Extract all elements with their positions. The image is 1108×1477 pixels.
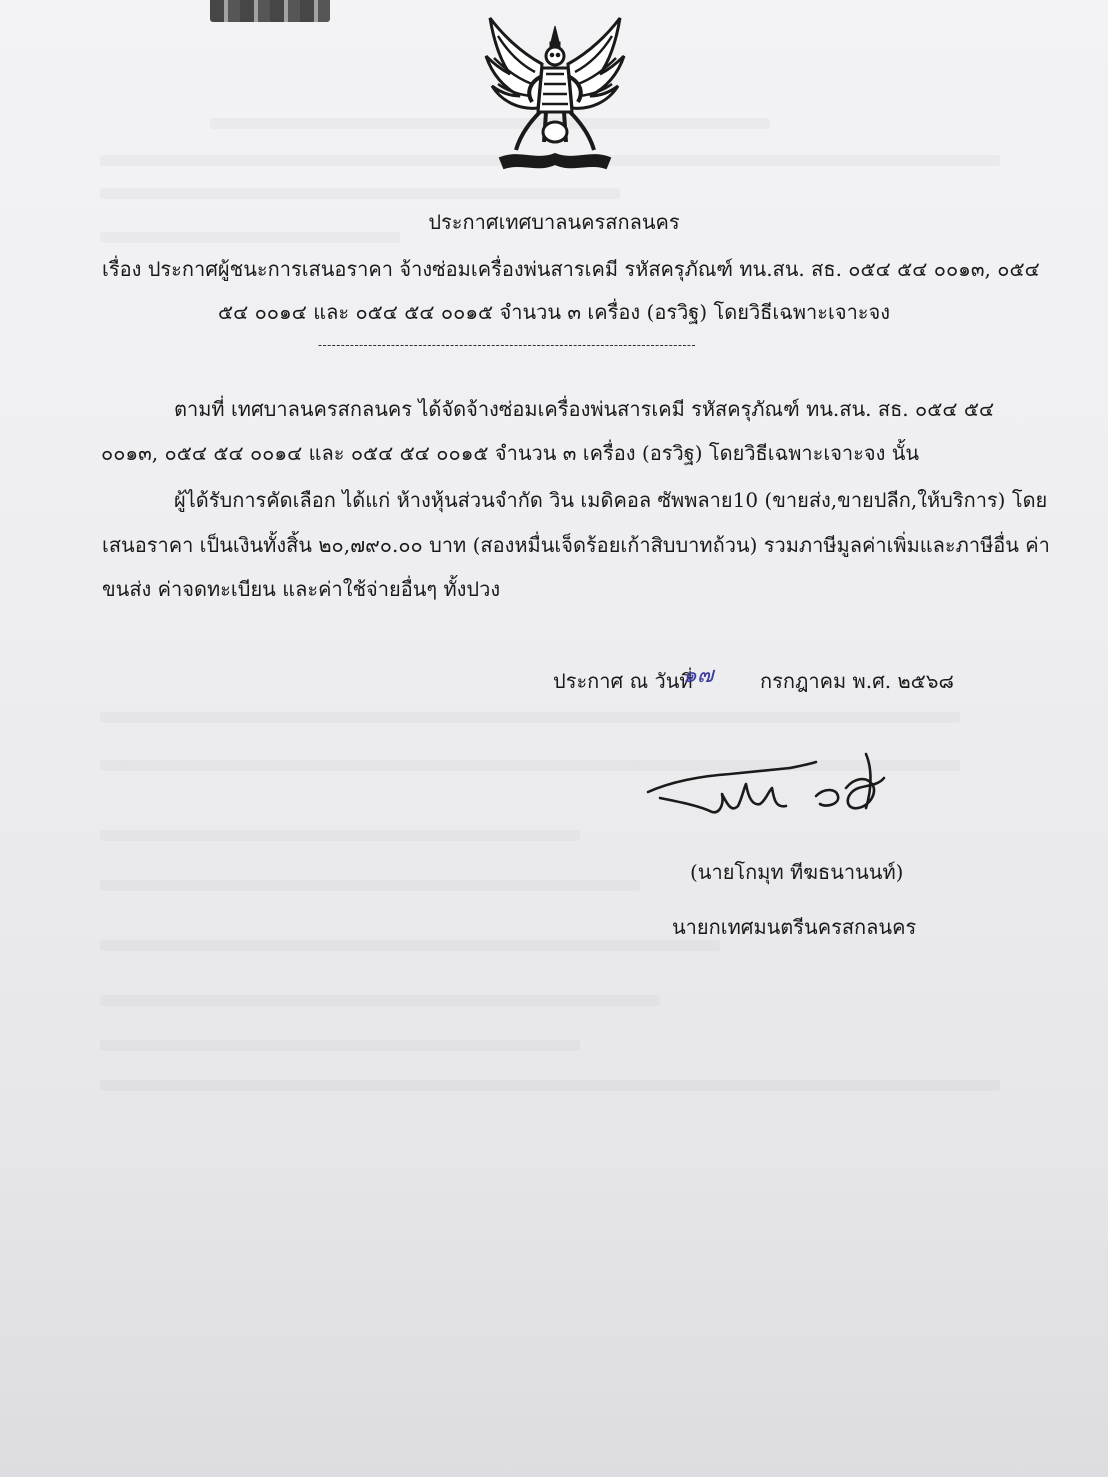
paragraph-2-line-1: ผู้ได้รับการคัดเลือก ได้แก่ ห้างหุ้นส่วนจำกัด วิน เมดิคอล ซัพพลาย10 (ขายส่ง,ขายปลีก,ให้บริการ) โดย (174, 488, 1048, 512)
signatory-title: นายกเทศมนตรีนครสกลนคร (672, 915, 917, 939)
subject-line-1: เรื่อง ประกาศผู้ชนะการเสนอราคา จ้างซ่อมเครื่องพ่นสารเคมี รหัสครุภัณฑ์ ทน.สน. สธ. ๐๕๔ ๕๔ ๐๐๑๓, ๐๕๔ (102, 257, 1040, 281)
bleed-through (100, 188, 620, 199)
separator-line: ----------------------------------------------------------------------------------- (318, 338, 697, 352)
paragraph-2-line-2: เสนอราคา เป็นเงินทั้งสิ้น ๒๐,๗๙๐.๐๐ บาท (สองหมื่นเจ็ดร้อยเก้าสิบบาทถ้วน) รวมภาษีมูลค่าเพิ่มและภาษีอื่น ค่า (102, 533, 1050, 557)
signatory-name: (นายโกมุท ทีฆธนานนท์) (690, 860, 904, 884)
paragraph-2-line-3: ขนส่ง ค่าจดทะเบียน และค่าใช้จ่ายอื่นๆ ทั้งปวง (102, 577, 501, 601)
date-suffix: กรกฎาคม พ.ศ. ๒๕๖๘ (760, 669, 954, 693)
binder-clip (210, 0, 330, 22)
bleed-through (100, 940, 720, 951)
subject-line-2: ๕๔ ๐๐๑๔ และ ๐๕๔ ๕๔ ๐๐๑๕ จำนวน ๓ เครื่อง (อรวิฐ) โดยวิธีเฉพาะเจาะจง (217, 300, 891, 324)
bleed-through (100, 712, 960, 723)
document-title: ประกาศเทศบาลนครสกลนคร (428, 210, 680, 234)
bleed-through (100, 995, 660, 1006)
garuda-emblem-icon (480, 12, 630, 174)
bleed-through (100, 1040, 580, 1051)
handwritten-signature-icon (640, 748, 900, 828)
date-day-handwritten: ๑๗ (683, 663, 714, 688)
paragraph-1-line-2: ๐๐๑๓, ๐๕๔ ๕๔ ๐๐๑๔ และ ๐๕๔ ๕๔ ๐๐๑๕ จำนวน ๓ เครื่อง (อรวิฐ) โดยวิธีเฉพาะเจาะจง นั้น (101, 441, 920, 465)
paragraph-1-line-1: ตามที่ เทศบาลนครสกลนคร ได้จัดจ้างซ่อมเครื่องพ่นสารเคมี รหัสครุภัณฑ์ ทน.สน. สธ. ๐๕๔ ๕๔ (174, 397, 995, 421)
bleed-through (100, 830, 580, 841)
bleed-through (100, 880, 640, 891)
date-prefix: ประกาศ ณ วันที่ (553, 669, 693, 693)
bleed-through (100, 1080, 1000, 1091)
